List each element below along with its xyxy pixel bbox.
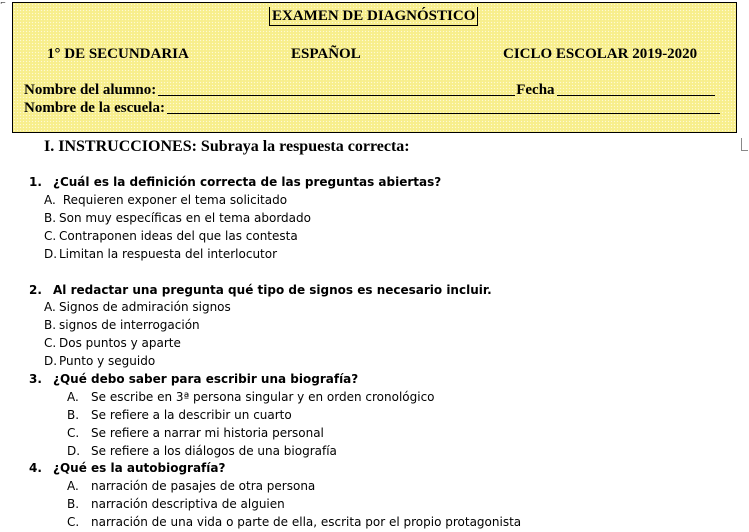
option-letter: B.: [67, 408, 80, 422]
student-name-field[interactable]: [158, 82, 515, 96]
option-text: Son muy específicas en el tema abordado: [59, 211, 311, 225]
option-text: Dos puntos y aparte: [59, 336, 181, 350]
question-1-option-b[interactable]: [44, 210, 311, 226]
option-letter: C.: [67, 426, 80, 440]
question-2-option-a[interactable]: [44, 299, 231, 315]
question-2-option-c[interactable]: [44, 335, 181, 351]
question-text: ¿Qué es la autobiografía?: [53, 461, 226, 475]
question-number: 1.: [29, 175, 42, 189]
option-letter: C.: [44, 229, 57, 243]
option-text: Requieren exponer el tema solicitado: [62, 193, 288, 207]
page-corner-mark: ⌐: [0, 0, 6, 7]
question-1-option-d[interactable]: [44, 246, 277, 262]
option-text: Signos de admiración signos: [59, 300, 231, 314]
question-2: [29, 282, 492, 298]
question-number: 3.: [29, 372, 42, 386]
question-text: Al redactar una pregunta qué tipo de signos es necesario incluir.: [53, 283, 492, 297]
exam-header: [12, 2, 737, 133]
question-1: [29, 174, 441, 190]
question-number: 4.: [29, 461, 42, 475]
school-name-row: [24, 100, 721, 117]
option-text: narración de una vida o parte de ella, escrita por el propio protagonista: [91, 515, 522, 529]
student-name-label: Nombre del alumno:: [24, 82, 157, 98]
question-3-option-d[interactable]: [67, 443, 337, 459]
question-3-option-c[interactable]: [67, 425, 324, 441]
option-letter: D.: [67, 444, 81, 458]
question-4-option-c[interactable]: [67, 514, 521, 530]
question-3-option-b[interactable]: [67, 407, 292, 423]
exam-title: EXAMEN DE DIAGNÓSTICO: [269, 7, 478, 26]
option-letter: C.: [67, 515, 80, 529]
subject-label: ESPAÑOL: [291, 46, 361, 62]
option-text: Se refiere a la describir un cuarto: [91, 408, 292, 422]
option-text: Punto y seguido: [59, 354, 156, 368]
option-letter: B.: [44, 318, 57, 332]
option-letter: B.: [44, 211, 57, 225]
option-letter: D.: [44, 354, 58, 368]
option-letter: A.: [67, 479, 79, 493]
question-3-option-a[interactable]: [67, 389, 435, 405]
option-text: narración descriptiva de alguien: [91, 497, 285, 511]
option-letter: A.: [44, 300, 56, 314]
student-name-row: [24, 82, 716, 99]
question-3: [29, 371, 358, 387]
question-text: ¿Qué debo saber para escribir una biografía?: [53, 372, 359, 386]
question-number: 2.: [29, 283, 42, 297]
option-text: Se escribe en 3ª persona singular y en orden cronológico: [91, 390, 435, 404]
option-letter: A.: [44, 193, 56, 207]
question-4-option-b[interactable]: [67, 496, 285, 512]
option-letter: D.: [44, 247, 58, 261]
question-1-option-a[interactable]: [44, 192, 287, 208]
question-2-option-b[interactable]: [44, 317, 200, 333]
question-2-option-d[interactable]: [44, 353, 155, 369]
date-field[interactable]: [557, 82, 715, 96]
option-text: narración de pasajes de otra persona: [91, 479, 316, 493]
option-text: Limitan la respuesta del interlocutor: [59, 247, 278, 261]
option-text: Se refiere a los diálogos de una biografía: [91, 444, 337, 458]
school-name-field[interactable]: [167, 100, 720, 114]
option-text: signos de interrogación: [59, 318, 200, 332]
margin-mark: [741, 138, 748, 151]
school-name-label: Nombre de la escuela:: [24, 100, 165, 116]
question-text: ¿Cuál es la definición correcta de las preguntas abiertas?: [53, 175, 442, 189]
option-letter: A.: [67, 390, 79, 404]
option-text: Contraponen ideas del que las contesta: [59, 229, 298, 243]
instructions-heading: I. INSTRUCCIONES: Subraya la respuesta correcta:: [44, 138, 410, 155]
option-letter: C.: [44, 336, 57, 350]
option-text: Se refiere a narrar mi historia personal: [91, 426, 324, 440]
date-label: Fecha: [516, 82, 555, 98]
question-1-option-c[interactable]: [44, 228, 298, 244]
school-cycle-label: CICLO ESCOLAR 2019-2020: [503, 46, 698, 62]
question-4: [29, 460, 225, 476]
grade-label: 1° DE SECUNDARIA: [47, 46, 189, 62]
question-4-option-a[interactable]: [67, 478, 315, 494]
option-letter: B.: [67, 497, 80, 511]
